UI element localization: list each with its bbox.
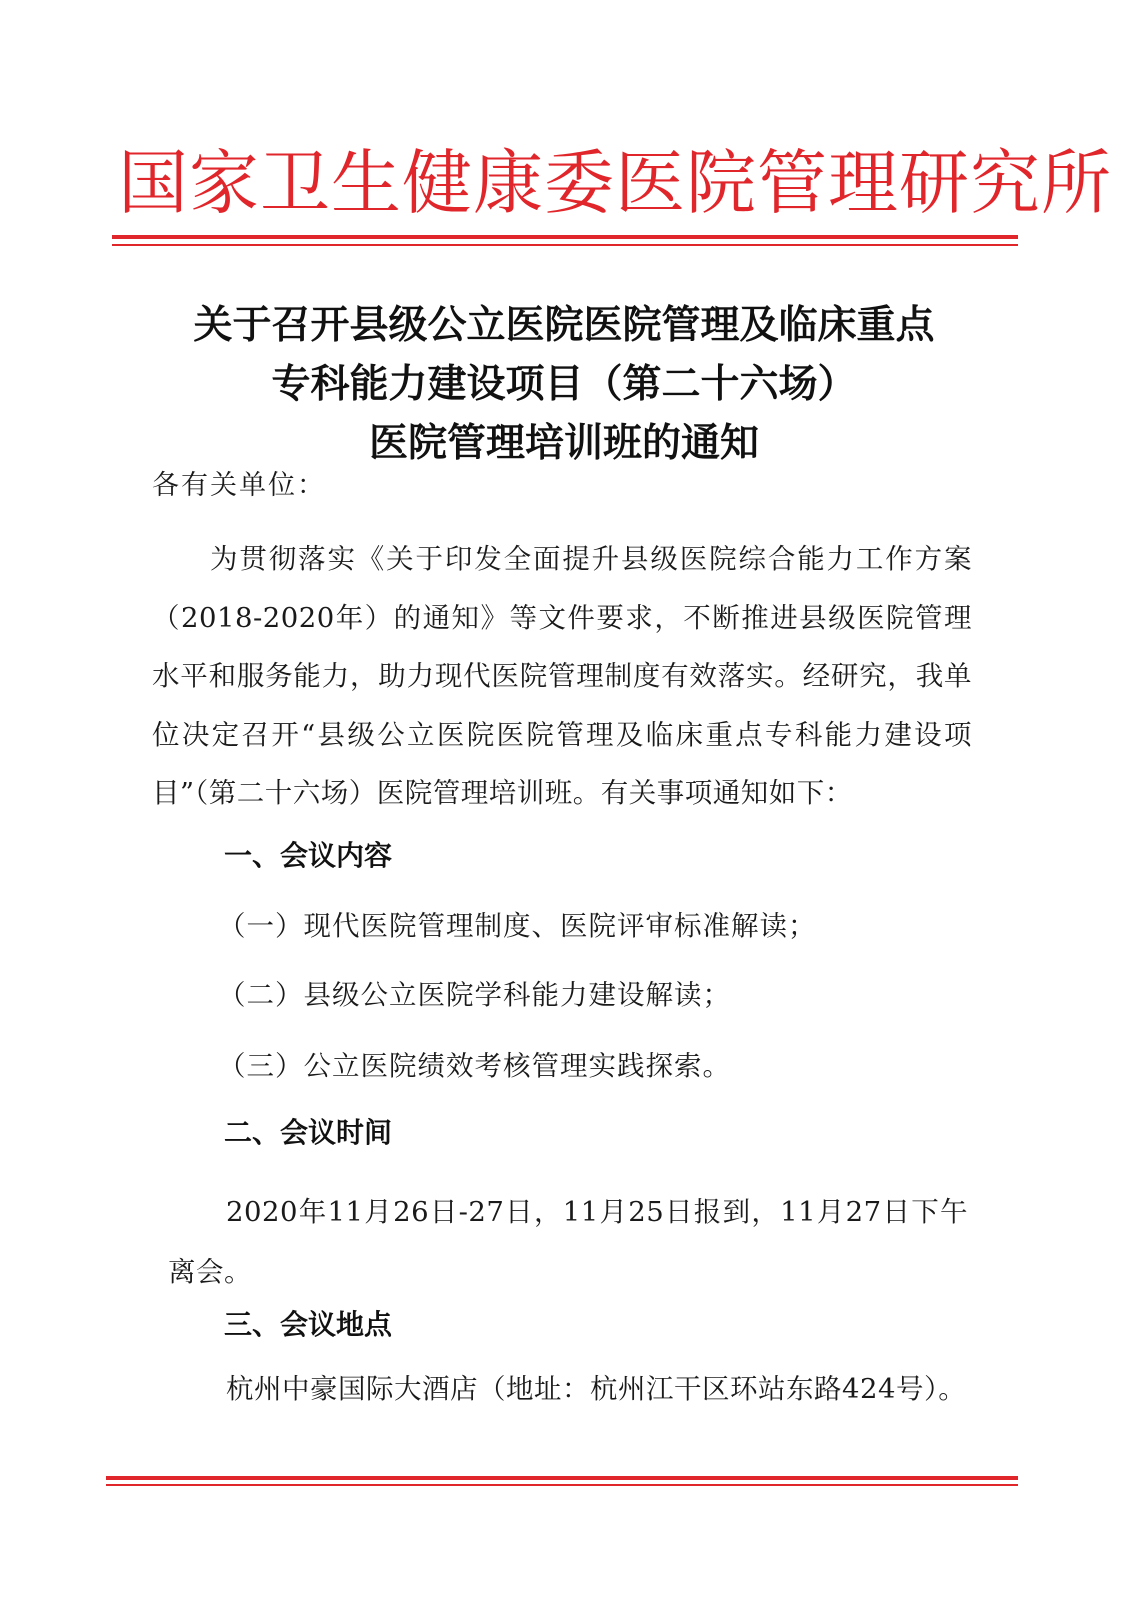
section-heading-time: 二、会议时间 — [224, 1116, 393, 1149]
title-line-3: 医院管理培训班的通知 — [368, 421, 759, 466]
document-title — [100, 296, 1028, 473]
header-divider-thick — [112, 235, 1018, 239]
intro-paragraph: 为贯彻落实《关于印发全面提升县级医院综合能力工作方案（2018-2020年）的通知》等文件要求，不断推进县级医院管理水平和服务能力，助力现代医院管理制度有效落实。经研究，我单位决定召开“县级公立医院医院管理及临床重点专科能力建设项目”（第二十六场）医院管理培训班。有关事项通知如下： — [152, 543, 972, 809]
footer-divider-thin — [106, 1484, 1018, 1486]
footer-divider-thick — [106, 1476, 1018, 1480]
salutation: 各有关单位： — [152, 470, 326, 501]
section-heading-content: 一、会议内容 — [224, 839, 393, 872]
title-line-2: 专科能力建设项目（第二十六场） — [271, 362, 857, 407]
meeting-location-text: 杭州中豪国际大酒店（地址：杭州江干区环站东路424号）。 — [226, 1373, 967, 1405]
header-divider-thin — [112, 244, 1018, 246]
content-item-1: （一）现代医院管理制度、医院评审标准解读； — [218, 910, 817, 942]
content-item-3: （三）公立医院绩效考核管理实践探索。 — [218, 1050, 731, 1082]
content-item-2: （二）县级公立医院学科能力建设解读； — [218, 979, 731, 1011]
meeting-time-text: 2020年11月26日-27日，11月25日报到，11月27日下午离会。 — [168, 1196, 968, 1288]
title-line-1: 关于召开县级公立医院医院管理及临床重点 — [193, 303, 935, 348]
section-heading-location: 三、会议地点 — [224, 1308, 393, 1341]
organization-header: 国家卫生健康委医院管理研究所 — [118, 142, 1112, 224]
